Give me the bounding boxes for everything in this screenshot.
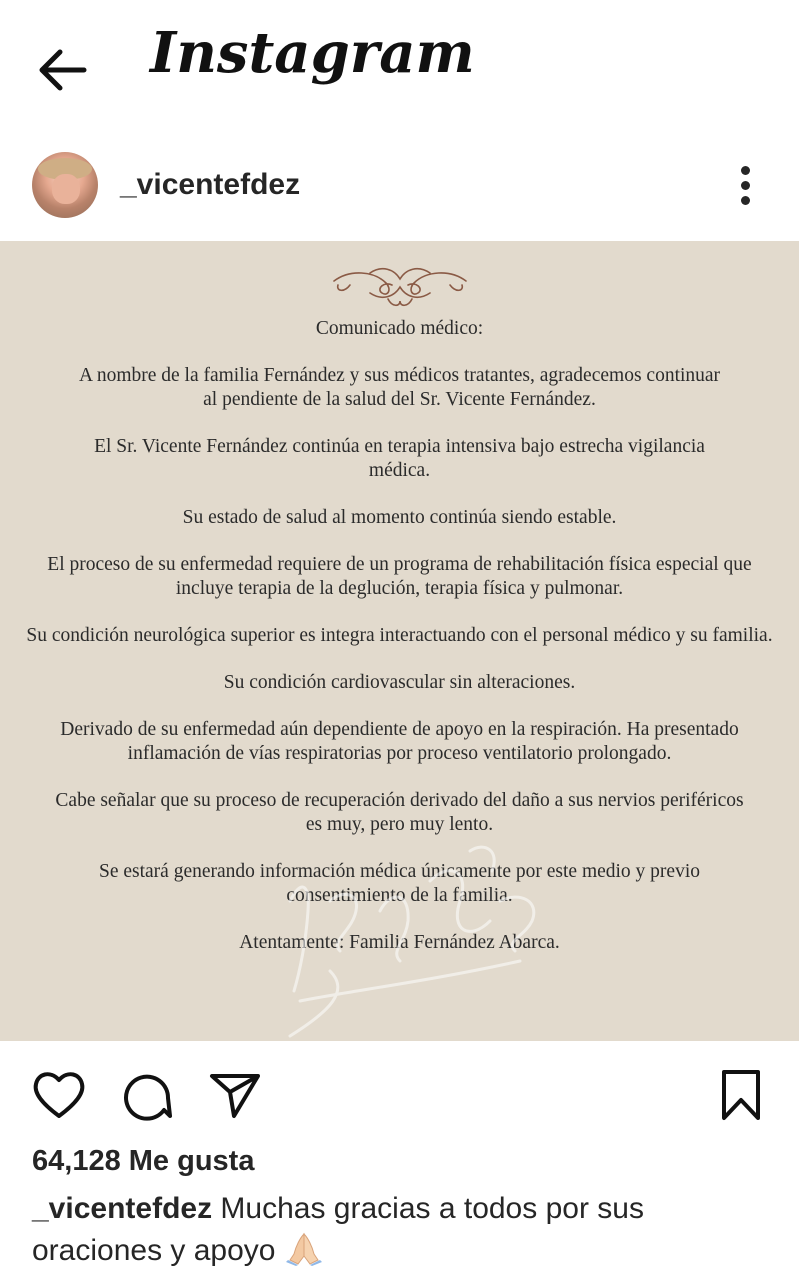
- bookmark-icon[interactable]: [712, 1066, 770, 1124]
- statement-paragraph: Se estará generando información médica únicamente por este medio y previo consentimiento de la familia.: [98, 861, 700, 906]
- caption-username[interactable]: _vicentefdez: [32, 1192, 213, 1225]
- avatar[interactable]: [32, 152, 98, 218]
- statement-paragraph: Su estado de salud al momento continúa siendo estable.: [182, 507, 617, 528]
- statement-title: Comunicado médico:: [315, 318, 484, 339]
- send-icon[interactable]: [206, 1066, 264, 1124]
- praying-hands-icon: [284, 1230, 324, 1266]
- post-actions: [0, 1050, 799, 1140]
- likes-count[interactable]: 64,128 Me gusta: [32, 1145, 255, 1177]
- comment-icon[interactable]: [118, 1066, 176, 1124]
- post-header: [0, 140, 799, 230]
- caption-text: Muchas gracias a todos por sus oraciones y apoyo: [32, 1192, 644, 1267]
- more-options-icon[interactable]: [728, 164, 764, 208]
- statement-paragraph: El proceso de su enfermedad requiere de un programa de rehabilitación física especial que incluye terapia de la deglución, terapia física y pulmonar.: [47, 554, 752, 599]
- statement-paragraph: Su condición neurológica superior es integra interactuando con el personal médico y su familia.: [26, 625, 773, 646]
- app-logo: Instagram: [150, 20, 475, 86]
- statement-signature: Atentamente: Familia Fernández Abarca.: [239, 932, 560, 953]
- statement-paragraph: El Sr. Vicente Fernández continúa en terapia intensiva bajo estrecha vigilancia médica.: [94, 436, 705, 481]
- heart-icon[interactable]: [30, 1066, 88, 1124]
- ornament-icon: [330, 263, 470, 309]
- post-username[interactable]: _vicentefdez: [120, 168, 301, 201]
- signature-watermark: [270, 841, 570, 1041]
- post-image[interactable]: [0, 241, 799, 1041]
- back-arrow-icon[interactable]: [30, 40, 94, 100]
- statement-paragraph: Derivado de su enfermedad aún dependiente de apoyo en la respiración. Ha presentado inflamación de vías respiratorias por proceso ventilatorio prolongado.: [60, 719, 739, 764]
- statement-paragraph: A nombre de la familia Fernández y sus médicos tratantes, agradecemos continuar al pendiente de la salud del Sr. Vicente Fernández.: [78, 365, 721, 410]
- statement-paragraph: Cabe señalar que su proceso de recuperación derivado del daño a sus nervios periféricos es muy, pero muy lento.: [55, 790, 744, 835]
- post-caption: [32, 1188, 772, 1272]
- statement-paragraph: Su condición cardiovascular sin alteraciones.: [223, 672, 576, 693]
- top-bar: [0, 0, 799, 128]
